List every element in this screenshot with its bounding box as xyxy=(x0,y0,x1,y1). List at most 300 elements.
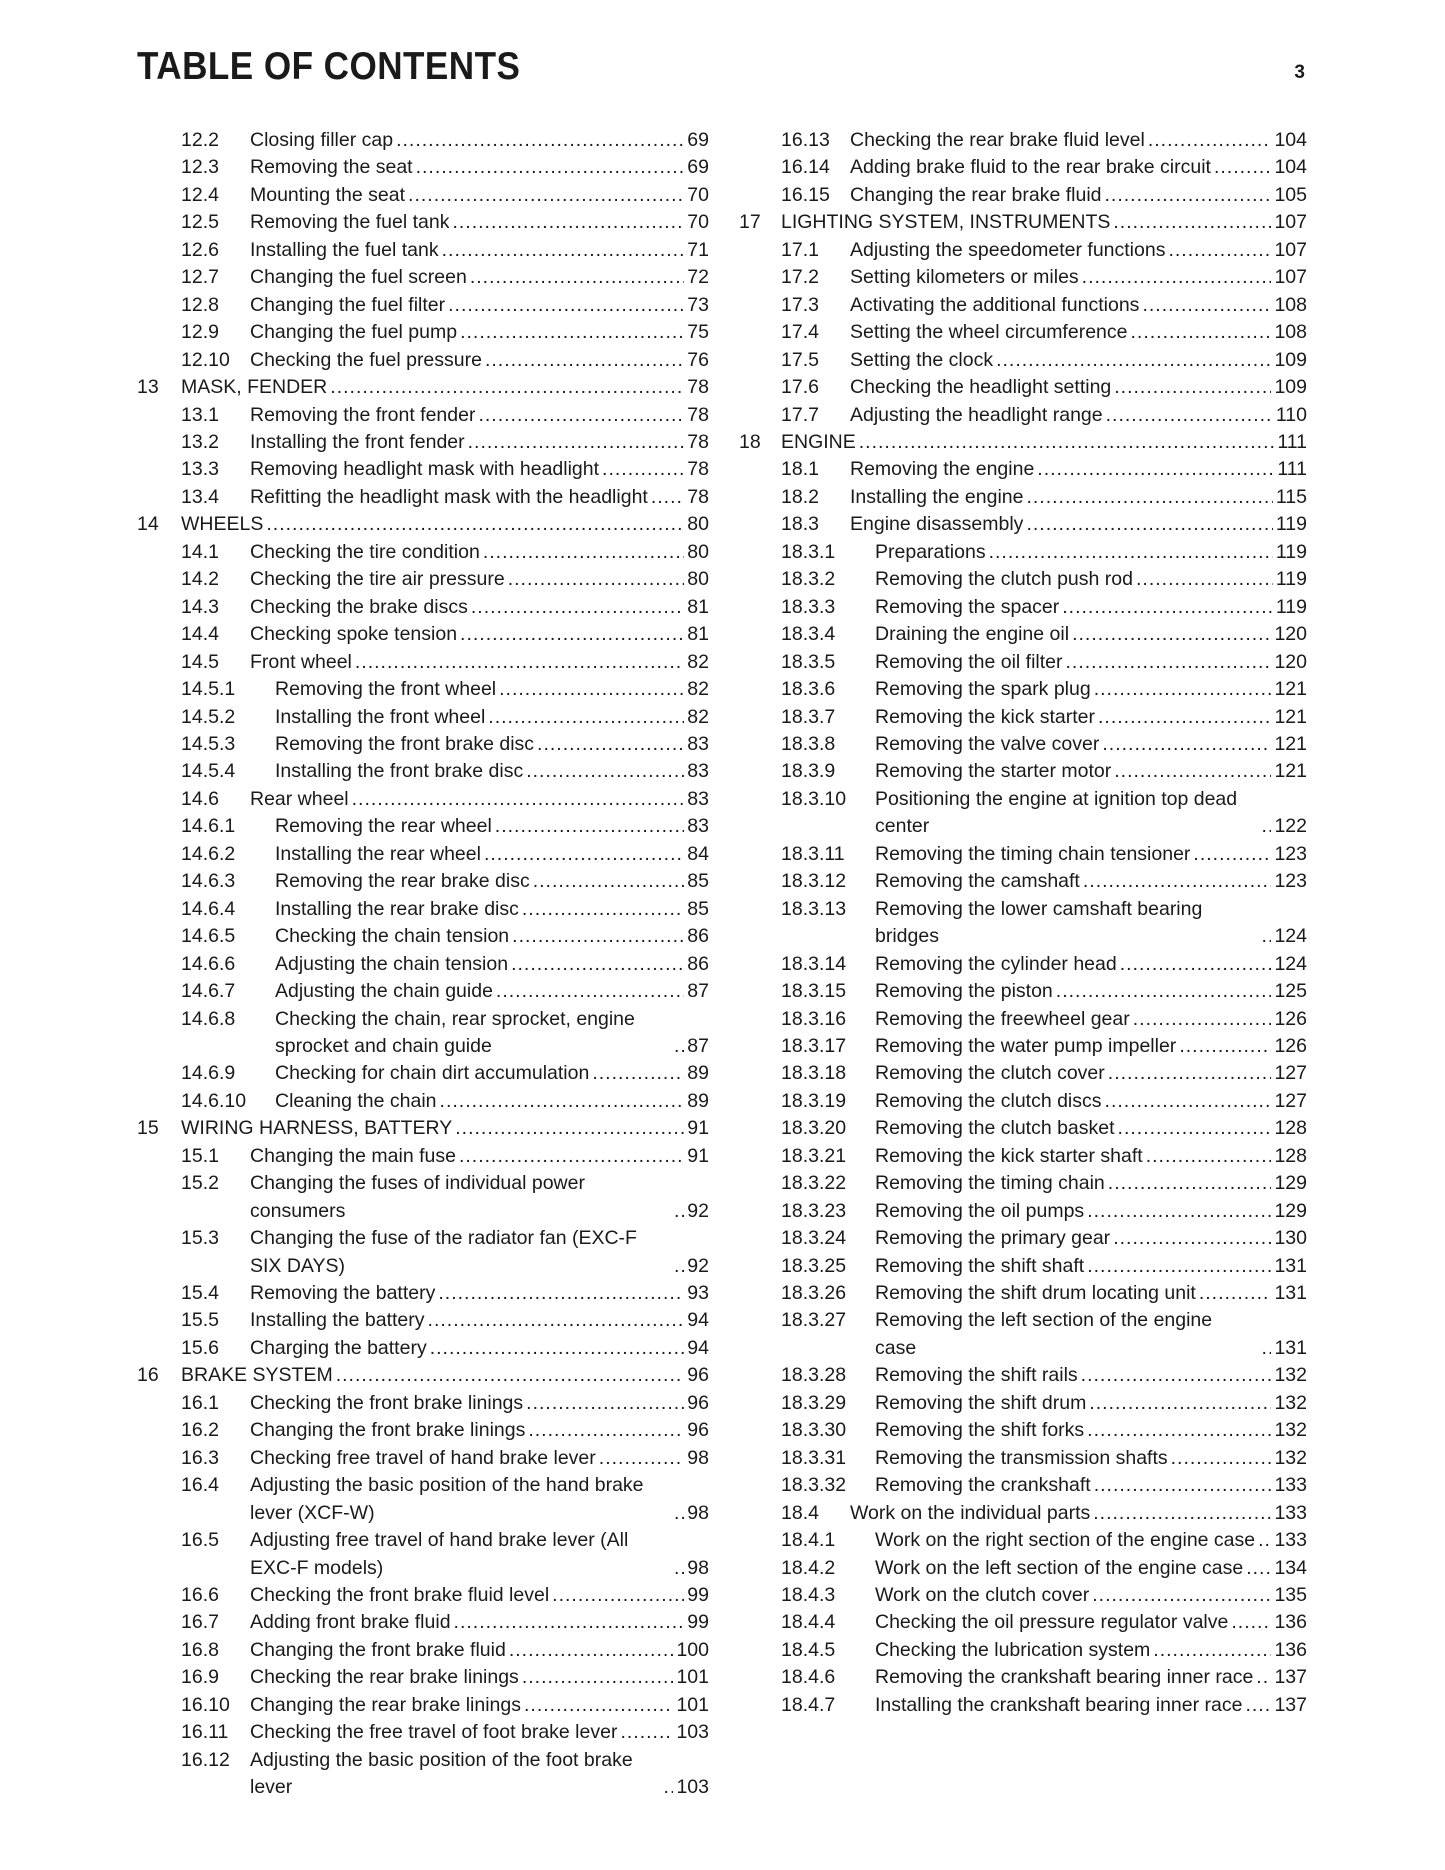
dot-leader xyxy=(996,347,1271,374)
toc-entry-page: 83 xyxy=(687,760,709,783)
toc-entry[interactable] xyxy=(137,1719,709,1746)
toc-entry-title: Checking spoke tension xyxy=(250,623,458,646)
toc-entry-page: 130 xyxy=(1274,1227,1307,1250)
toc-entry[interactable] xyxy=(739,347,1307,374)
toc-entry-title: Removing the water pump impeller xyxy=(875,1034,1177,1057)
toc-entry-number: 12.6 xyxy=(181,238,219,261)
dot-leader xyxy=(459,1143,684,1170)
toc-entry-number: 16.1 xyxy=(181,1391,219,1414)
toc-entry-page: 121 xyxy=(1274,732,1307,755)
toc-entry-title: Checking the free travel of foot brake lever xyxy=(250,1721,618,1744)
toc-entry[interactable] xyxy=(739,402,1307,429)
toc-entry-number: 18.3.28 xyxy=(781,1364,847,1387)
toc-entry-number: 18.3.8 xyxy=(781,732,836,755)
dot-leader xyxy=(330,374,684,401)
toc-entry[interactable] xyxy=(739,1280,1307,1307)
toc-entry-title: Adjusting the basic position of the foot brake lever xyxy=(250,1748,633,1799)
toc-entry[interactable] xyxy=(137,429,709,456)
toc-entry[interactable] xyxy=(739,1115,1307,1142)
toc-entry[interactable] xyxy=(739,1527,1307,1554)
toc-entry-title: Checking the front brake fluid level xyxy=(250,1584,550,1607)
toc-entry-page: 126 xyxy=(1274,1034,1307,1057)
toc-entry-title: Installing the engine xyxy=(850,485,1024,508)
toc-entry[interactable] xyxy=(137,154,709,181)
dot-leader xyxy=(1113,1225,1271,1252)
dot-leader xyxy=(1026,511,1272,538)
dot-leader xyxy=(859,429,1275,456)
dot-leader xyxy=(478,402,684,429)
dot-leader xyxy=(484,841,684,868)
toc-entry-page: 111 xyxy=(1277,458,1307,481)
toc-entry[interactable] xyxy=(137,758,709,785)
toc-entry-page: 81 xyxy=(687,623,709,646)
toc-entry-page: 93 xyxy=(687,1282,709,1305)
toc-entry-title: Installing the front wheel xyxy=(275,705,486,728)
toc-entry[interactable] xyxy=(137,923,709,950)
toc-entry[interactable] xyxy=(739,896,1307,951)
toc-entry[interactable] xyxy=(739,429,1307,456)
toc-entry[interactable] xyxy=(137,951,709,978)
toc-entry[interactable] xyxy=(137,374,709,401)
toc-entry[interactable] xyxy=(739,566,1307,593)
toc-entry-title: Installing the fuel tank xyxy=(250,238,439,261)
toc-entry-page: 105 xyxy=(1274,183,1307,206)
toc-entry[interactable] xyxy=(739,621,1307,648)
dot-leader xyxy=(460,319,684,346)
toc-entry[interactable] xyxy=(739,1417,1307,1444)
toc-entry[interactable] xyxy=(739,511,1307,538)
toc-entry[interactable] xyxy=(739,704,1307,731)
toc-entry-title: Removing the timing chain tensioner xyxy=(875,842,1191,865)
toc-entry-number: 14.6.7 xyxy=(181,980,236,1003)
toc-entry[interactable] xyxy=(739,1555,1307,1582)
toc-entry[interactable] xyxy=(739,182,1307,209)
toc-entry[interactable] xyxy=(137,209,709,236)
toc-entry-title: Installing the front fender xyxy=(250,430,465,453)
dot-leader xyxy=(1082,264,1272,291)
dot-leader xyxy=(1056,978,1272,1005)
toc-entry-title: Changing the rear brake fluid xyxy=(850,183,1102,206)
toc-entry[interactable] xyxy=(739,1198,1307,1225)
toc-entry[interactable] xyxy=(137,127,709,154)
toc-entry[interactable] xyxy=(137,566,709,593)
dot-leader xyxy=(452,209,684,236)
toc-entry[interactable] xyxy=(137,456,709,483)
toc-entry-title: Checking the tire condition xyxy=(250,540,480,563)
toc-entry[interactable] xyxy=(739,319,1307,346)
toc-entry-page: 83 xyxy=(687,787,709,810)
toc-entry-number: 14.5 xyxy=(181,650,219,673)
toc-entry-number: 16.5 xyxy=(181,1529,219,1552)
toc-entry[interactable] xyxy=(137,402,709,429)
toc-entry-page: 91 xyxy=(687,1144,709,1167)
toc-entry-title: Setting the clock xyxy=(850,348,994,371)
toc-entry[interactable] xyxy=(137,347,709,374)
toc-entry-title: Changing the front brake fluid xyxy=(250,1638,506,1661)
dot-leader xyxy=(1087,1198,1271,1225)
toc-entry[interactable] xyxy=(137,1637,709,1664)
toc-entry[interactable] xyxy=(137,182,709,209)
dot-leader xyxy=(471,594,684,621)
dot-leader xyxy=(533,868,684,895)
toc-entry[interactable] xyxy=(739,264,1307,291)
toc-entry-number: 14.6.3 xyxy=(181,870,236,893)
toc-entry-number: 17.2 xyxy=(781,266,819,289)
toc-entry-page: 83 xyxy=(687,815,709,838)
toc-entry[interactable] xyxy=(739,1500,1307,1527)
toc-entry-number: 17 xyxy=(739,211,761,234)
dot-leader xyxy=(537,731,684,758)
toc-entry[interactable] xyxy=(739,1307,1307,1362)
toc-entry-page: 100 xyxy=(676,1638,709,1661)
page-title: TABLE OF CONTENTS xyxy=(137,45,521,88)
toc-entry-title: Changing the main fuse xyxy=(250,1144,456,1167)
toc-entry[interactable] xyxy=(137,264,709,291)
toc-entry[interactable] xyxy=(137,1307,709,1334)
dot-leader xyxy=(620,1719,673,1746)
toc-entry[interactable] xyxy=(739,1390,1307,1417)
toc-entry-number: 18.3.20 xyxy=(781,1117,847,1140)
toc-entry-title: Changing the fuel filter xyxy=(250,293,446,316)
toc-entry[interactable] xyxy=(739,731,1307,758)
toc-entry-title: Checking the rear brake linings xyxy=(250,1666,519,1689)
dot-leader xyxy=(1256,1664,1271,1691)
toc-entry[interactable] xyxy=(739,154,1307,181)
toc-entry-title: Checking free travel of hand brake lever xyxy=(250,1446,596,1469)
toc-entry-title: Removing the oil filter xyxy=(875,650,1063,673)
dot-leader xyxy=(989,539,1273,566)
toc-entry[interactable] xyxy=(137,1527,709,1582)
toc-entry-number: 18.3.10 xyxy=(781,787,847,810)
toc-entry[interactable] xyxy=(137,1609,709,1636)
toc-entry-title: Removing the clutch discs xyxy=(875,1089,1102,1112)
dot-leader xyxy=(1114,374,1271,401)
toc-entry[interactable] xyxy=(739,237,1307,264)
toc-entry-number: 18.3.9 xyxy=(781,760,836,783)
toc-entry[interactable] xyxy=(137,319,709,346)
toc-entry[interactable] xyxy=(739,484,1307,511)
toc-entry-page: 98 xyxy=(687,1446,709,1469)
toc-entry-number: 17.1 xyxy=(781,238,819,261)
toc-entry-title: Removing the front fender xyxy=(250,403,476,426)
toc-entry[interactable] xyxy=(137,1115,709,1142)
toc-entry-number: 18.4 xyxy=(781,1501,819,1524)
toc-entry-page: 78 xyxy=(687,403,709,426)
dot-leader xyxy=(1231,1609,1271,1636)
dot-leader xyxy=(496,978,684,1005)
toc-entry-number: 18.3.27 xyxy=(781,1309,847,1332)
toc-entry-number: 18.3.13 xyxy=(781,897,847,920)
toc-entry[interactable] xyxy=(137,1170,709,1225)
toc-entry[interactable] xyxy=(137,1445,709,1472)
dot-leader xyxy=(1261,1335,1271,1362)
toc-entry[interactable] xyxy=(137,868,709,895)
toc-entry[interactable] xyxy=(137,594,709,621)
toc-entry-title: Work on the left section of the engine case xyxy=(875,1556,1244,1579)
toc-entry-number: 13.2 xyxy=(181,430,219,453)
toc-entry-page: 119 xyxy=(1275,513,1307,536)
toc-entry[interactable] xyxy=(137,676,709,703)
toc-entry-title: Removing the crankshaft bearing inner race xyxy=(875,1666,1254,1689)
toc-entry-page: 80 xyxy=(687,540,709,563)
toc-entry-number: 16.9 xyxy=(181,1666,219,1689)
toc-entry-number: 14.6.8 xyxy=(181,1007,236,1030)
toc-entry-page: 73 xyxy=(687,293,709,316)
toc-entry-title: Removing the shift rails xyxy=(875,1364,1078,1387)
toc-entry-title: MASK, FENDER xyxy=(181,376,328,399)
toc-entry[interactable] xyxy=(739,456,1307,483)
toc-entry-title: Removing the clutch cover xyxy=(875,1062,1105,1085)
toc-entry-page: 110 xyxy=(1275,403,1307,426)
dot-leader xyxy=(1130,319,1271,346)
dot-leader xyxy=(651,484,684,511)
toc-entry-number: 14.1 xyxy=(181,540,219,563)
toc-entry-title: Removing the front wheel xyxy=(275,678,497,701)
toc-entry[interactable] xyxy=(739,292,1307,319)
dot-leader xyxy=(1105,1088,1272,1115)
toc-entry[interactable] xyxy=(137,1280,709,1307)
dot-leader xyxy=(528,1417,684,1444)
toc-entry-number: 14.6 xyxy=(181,787,219,810)
toc-entry-page: 78 xyxy=(687,376,709,399)
toc-entry-page: 109 xyxy=(1274,348,1307,371)
toc-entry-number: 16.8 xyxy=(181,1638,219,1661)
toc-entry-number: 18.3.30 xyxy=(781,1419,847,1442)
toc-entry-title: Removing the shift drum locating unit xyxy=(875,1282,1196,1305)
toc-entry-title: Removing the cylinder head xyxy=(875,952,1117,975)
toc-entry-page: 109 xyxy=(1274,376,1307,399)
toc-entry[interactable] xyxy=(739,1692,1307,1719)
toc-entry-number: 13.3 xyxy=(181,458,219,481)
toc-entry-page: 108 xyxy=(1274,293,1307,316)
toc-entry-title: Installing the rear brake disc xyxy=(275,897,519,920)
toc-entry-number: 18.3.5 xyxy=(781,650,836,673)
toc-entry[interactable] xyxy=(739,1060,1307,1087)
toc-entry-page: 83 xyxy=(687,732,709,755)
toc-entry-page: 121 xyxy=(1274,760,1307,783)
toc-entry[interactable] xyxy=(137,1747,709,1802)
toc-entry-number: 18.4.2 xyxy=(781,1556,836,1579)
toc-entry-title: Removing the primary gear xyxy=(875,1227,1111,1250)
toc-entry-title: Adjusting the basic position of the hand brake lever (XCF-W) xyxy=(250,1474,644,1524)
toc-entry[interactable] xyxy=(137,1582,709,1609)
toc-entry[interactable] xyxy=(739,978,1307,1005)
toc-entry[interactable] xyxy=(137,511,709,538)
toc-entry-number: 18.3.32 xyxy=(781,1474,847,1497)
toc-entry[interactable] xyxy=(137,1664,709,1691)
toc-entry[interactable] xyxy=(739,1006,1307,1033)
toc-entry-number: 18 xyxy=(739,430,761,453)
toc-entry-number: 14 xyxy=(137,513,159,536)
toc-entry-number: 18.3.11 xyxy=(781,842,845,865)
toc-entry[interactable] xyxy=(137,841,709,868)
toc-entry[interactable] xyxy=(137,786,709,813)
toc-entry-number: 18.3.3 xyxy=(781,595,836,618)
toc-entry[interactable] xyxy=(137,1225,709,1280)
toc-entry-title: Checking the brake discs xyxy=(250,595,468,618)
toc-entry-title: Checking the front brake linings xyxy=(250,1391,524,1414)
toc-entry-title: Removing the spark plug xyxy=(875,678,1091,701)
dot-leader xyxy=(352,786,684,813)
toc-entry-page: 85 xyxy=(687,870,709,893)
toc-entry-page: 82 xyxy=(687,678,709,701)
toc-entry[interactable] xyxy=(739,758,1307,785)
toc-entry-title: Charging the battery xyxy=(250,1336,427,1359)
toc-entry[interactable] xyxy=(137,484,709,511)
toc-entry-number: 12.4 xyxy=(181,183,219,206)
toc-entry[interactable] xyxy=(137,1390,709,1417)
toc-entry[interactable] xyxy=(739,1664,1307,1691)
toc-entry-page: 121 xyxy=(1274,678,1307,701)
toc-entry-title: Checking the chain tension xyxy=(275,925,510,948)
toc-entry-page: 111 xyxy=(1277,430,1307,453)
toc-entry[interactable] xyxy=(739,649,1307,676)
toc-entry-number: 16.15 xyxy=(781,183,830,206)
toc-entry-page: 103 xyxy=(676,1776,709,1799)
toc-entry[interactable] xyxy=(739,209,1307,236)
toc-entry-page: 96 xyxy=(687,1419,709,1442)
toc-entry[interactable] xyxy=(739,539,1307,566)
toc-entry[interactable] xyxy=(739,841,1307,868)
toc-entry-page: 86 xyxy=(687,925,709,948)
toc-entry-number: 18.3.6 xyxy=(781,678,836,701)
toc-entry-page: 69 xyxy=(687,156,709,179)
toc-entry[interactable] xyxy=(137,813,709,840)
toc-entry[interactable] xyxy=(739,1033,1307,1060)
toc-entry-page: 121 xyxy=(1274,705,1307,728)
toc-entry-title: WIRING HARNESS, BATTERY xyxy=(181,1117,453,1140)
toc-entry-title: Work on the right section of the engine case xyxy=(875,1529,1256,1552)
toc-entry-title: Checking the lubrication system xyxy=(875,1638,1151,1661)
toc-entry-page: 136 xyxy=(1274,1611,1307,1634)
toc-entry[interactable] xyxy=(137,1692,709,1719)
toc-entry[interactable] xyxy=(739,1225,1307,1252)
toc-entry-title: Removing the timing chain xyxy=(875,1172,1105,1195)
toc-entry-title: WHEELS xyxy=(181,513,264,536)
toc-entry-number: 18.3.22 xyxy=(781,1172,847,1195)
toc-entry[interactable] xyxy=(739,786,1307,841)
toc-entry-page: 122 xyxy=(1274,815,1307,838)
dot-leader xyxy=(526,758,684,785)
toc-entry[interactable] xyxy=(137,621,709,648)
toc-entry[interactable] xyxy=(739,1088,1307,1115)
toc-entry-page: 70 xyxy=(687,183,709,206)
toc-entry-number: 17.7 xyxy=(781,403,819,426)
toc-entry[interactable] xyxy=(739,676,1307,703)
toc-entry[interactable] xyxy=(137,731,709,758)
toc-entry-page: 80 xyxy=(687,568,709,591)
toc-entry[interactable] xyxy=(137,539,709,566)
toc-entry[interactable] xyxy=(137,237,709,264)
toc-entry[interactable] xyxy=(137,1362,709,1389)
toc-entry[interactable] xyxy=(739,1472,1307,1499)
dot-leader xyxy=(524,1692,673,1719)
toc-entry-title: Removing the freewheel gear xyxy=(875,1007,1130,1030)
toc-entry[interactable] xyxy=(739,1582,1307,1609)
dot-leader xyxy=(674,1500,684,1527)
toc-entry-number: 18.3.24 xyxy=(781,1227,847,1250)
toc-entry-number: 18.3.23 xyxy=(781,1199,847,1222)
toc-entry[interactable] xyxy=(137,1060,709,1087)
toc-entry[interactable] xyxy=(137,1143,709,1170)
toc-entry-title: Setting the wheel circumference xyxy=(850,321,1128,344)
toc-entry[interactable] xyxy=(739,868,1307,895)
toc-entry-title: Installing the rear wheel xyxy=(275,842,481,865)
toc-entry-page: 119 xyxy=(1275,568,1307,591)
toc-entry-number: 15.1 xyxy=(181,1144,219,1167)
toc-entry-number: 16.13 xyxy=(781,129,830,151)
toc-entry-title: Adjusting the chain tension xyxy=(275,952,509,975)
toc-entry-page: 132 xyxy=(1274,1419,1307,1442)
dot-leader xyxy=(1026,484,1272,511)
toc-entry-title: Draining the engine oil xyxy=(875,623,1070,646)
toc-entry-number: 14.5.1 xyxy=(181,678,236,701)
toc-entry-title: Installing the front brake disc xyxy=(275,760,524,783)
toc-entry[interactable] xyxy=(137,649,709,676)
toc-entry[interactable] xyxy=(137,1088,709,1115)
toc-entry-number: 14.5.4 xyxy=(181,760,236,783)
toc-entry[interactable] xyxy=(137,1335,709,1362)
toc-entry[interactable] xyxy=(739,374,1307,401)
toc-entry-page: 107 xyxy=(1274,238,1307,261)
toc-entry[interactable] xyxy=(739,594,1307,621)
toc-entry[interactable] xyxy=(739,951,1307,978)
dot-leader xyxy=(1258,1527,1271,1554)
toc-entry[interactable] xyxy=(739,1170,1307,1197)
dot-leader xyxy=(1098,704,1271,731)
toc-entry[interactable] xyxy=(137,1006,709,1061)
toc-entry-title: Removing headlight mask with headlight xyxy=(250,458,600,481)
toc-entry-page: 94 xyxy=(687,1336,709,1359)
toc-entry-title: LIGHTING SYSTEM, INSTRUMENTS xyxy=(781,211,1111,234)
toc-entry[interactable] xyxy=(137,292,709,319)
toc-entry-title: Adjusting free travel of hand brake lever (All EXC-F models) xyxy=(250,1529,629,1579)
toc-entry-title: Refitting the headlight mask with the headlight xyxy=(250,485,648,508)
toc-entry-number: 15.2 xyxy=(181,1172,219,1195)
toc-entry-number: 16.7 xyxy=(181,1611,219,1634)
toc-entry[interactable] xyxy=(137,896,709,923)
toc-entry-title: Checking the chain, rear sprocket, engine sprocket and chain guide xyxy=(275,1007,635,1057)
toc-entry-number: 18.3.4 xyxy=(781,623,836,646)
toc-entry[interactable] xyxy=(137,1417,709,1444)
toc-entry-number: 15.5 xyxy=(181,1309,219,1332)
toc-entry-number: 17.5 xyxy=(781,348,819,371)
toc-entry-title: Removing the shift forks xyxy=(875,1419,1085,1442)
toc-entry[interactable] xyxy=(739,127,1307,154)
toc-entry-page: 84 xyxy=(687,842,709,865)
toc-entry[interactable] xyxy=(137,1472,709,1527)
toc-entry-page: 134 xyxy=(1274,1556,1307,1579)
dot-leader xyxy=(1214,154,1272,181)
toc-entry[interactable] xyxy=(137,978,709,1005)
toc-entry-title: Removing the front brake disc xyxy=(275,732,535,755)
toc-entry-page: 104 xyxy=(1274,156,1307,179)
toc-entry[interactable] xyxy=(137,704,709,731)
toc-entry-number: 18.3.12 xyxy=(781,870,847,893)
toc-entry[interactable] xyxy=(739,1253,1307,1280)
toc-entry-title: Preparations xyxy=(875,540,986,563)
toc-entry[interactable] xyxy=(739,1445,1307,1472)
toc-entry-page: 120 xyxy=(1274,650,1307,673)
dot-leader xyxy=(1093,1500,1271,1527)
dot-leader xyxy=(1193,841,1271,868)
toc-entry-title: Removing the rear wheel xyxy=(275,815,492,838)
toc-entry-title: Setting kilometers or miles xyxy=(850,266,1079,289)
toc-entry[interactable] xyxy=(739,1609,1307,1636)
toc-entry[interactable] xyxy=(739,1143,1307,1170)
toc-entry[interactable] xyxy=(739,1362,1307,1389)
toc-entry[interactable] xyxy=(739,1637,1307,1664)
